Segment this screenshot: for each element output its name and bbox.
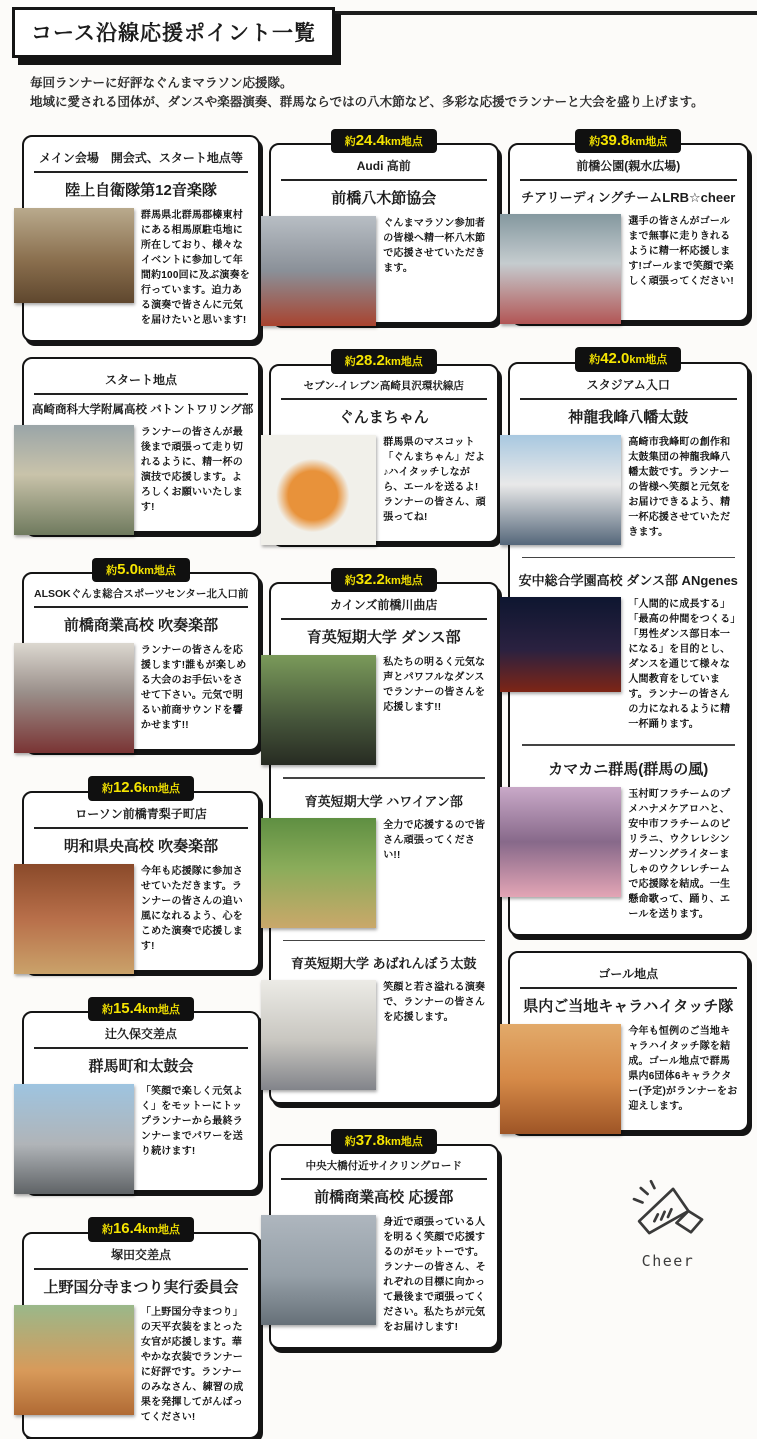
group-photo xyxy=(261,655,376,765)
distance-badge: 約32.2km地点 xyxy=(331,568,437,593)
group-name: 陸上自衛隊第12音楽隊 xyxy=(65,181,217,199)
group-name: 神龍我峰八幡太鼓 xyxy=(568,408,689,426)
group-name: カマカニ群馬(群馬の風) xyxy=(548,760,709,778)
support-point-card xyxy=(22,1207,260,1439)
group-description: 「人間的に成長する」「最高の仲間をつくる」「男性ダンス部日本一になる」を目的とし、ダンスを通じて様々な人間教育をしています。ランナーの皆さんの力になれるように精一杯踊ります。 xyxy=(628,599,736,731)
group-description: 笑顔と若さ溢れる演奏で、ランナーの皆さんを応援します。 xyxy=(383,982,486,1024)
location-name: 中央大橋付近サイクリングロード xyxy=(305,1159,462,1172)
distance-badge: 約12.6km地点 xyxy=(88,776,194,801)
divider xyxy=(281,618,487,620)
cheer-label: Cheer xyxy=(641,1251,695,1270)
support-point-card xyxy=(22,766,260,972)
group-photo xyxy=(500,214,622,324)
column-2 xyxy=(269,119,499,1349)
intro-line-1: 毎回ランナーに好評なぐんまマラソン応援隊。 xyxy=(30,76,293,90)
divider xyxy=(34,171,248,173)
group-photo xyxy=(500,1024,622,1134)
distance-badge: 約5.0km地点 xyxy=(92,558,190,583)
divider xyxy=(34,1268,248,1270)
distance-badge: 約16.4km地点 xyxy=(88,1217,194,1242)
location-name: カインズ前橋川曲店 xyxy=(330,598,438,613)
group-description: ぐんまマラソン参加者の皆様へ精一杯八木節で応援させていただきます。 xyxy=(383,218,486,275)
group-photo xyxy=(500,597,622,692)
group-description: 身近で頑張っている人を明るく笑顔で応援するのがモットーです。ランナーの皆さん、それぞれの目標に向かって最後まで頑張ってください。私たちが元気をお届けします! xyxy=(383,1216,486,1333)
group-name: 高崎商科大学附属高校 バトントワリング部 xyxy=(32,403,254,416)
group-name: ぐんまちゃん xyxy=(338,408,429,426)
group-description: 「上野国分寺まつり」の天平衣装をまとった女官が応援します。華やかな衣装でランナーに好評です。ランナーのみなさん、練習の成果を発揮してがんばってください! xyxy=(140,1306,244,1423)
group-description: 玉村町フラチームのプメハナメケアロハと、安中市フラチームのピリラニ、ウクレレシンガーソングライターましゃのウクレレチームで応援隊を結成。一生懸命歌って、踊り、エールを送ります。 xyxy=(628,788,731,920)
group-name: 前橋商業高校 吹奏楽部 xyxy=(63,617,219,635)
group-name: 明和県央高校 吹奏楽部 xyxy=(63,837,219,855)
location-name: 辻久保交差点 xyxy=(104,1027,177,1042)
support-point-card xyxy=(269,119,499,325)
group-description: 高崎市我峰町の創作和太鼓集団の神龍我峰八幡太鼓です。ランナーの皆様へ笑顔と元気をお届けできるよう、精一杯応援させていただきます。 xyxy=(628,436,731,538)
location-name: ローソン前橋青梨子町店 xyxy=(75,806,207,821)
group-photo xyxy=(14,1305,134,1415)
location-name: メイン会場 開会式、スタート地点等 xyxy=(39,150,243,165)
divider xyxy=(520,179,737,181)
page-title: コース沿線応援ポイント一覧 xyxy=(12,7,335,58)
support-points-grid xyxy=(0,113,757,1439)
group-photo xyxy=(261,980,376,1090)
distance-badge: 約28.2km地点 xyxy=(331,349,437,374)
group-description: 群馬県北群馬郡榛東村にある相馬原駐屯地に所在しており、様々なイベントに参加して年間約100回に及ぶ演奏を行っています。迫力ある演奏で皆さんに元気を届けたいと思います! xyxy=(140,209,250,326)
divider xyxy=(281,1178,487,1180)
location-name: スタート地点 xyxy=(104,372,177,387)
group-description: ランナーの皆さんが最後まで頑張って走り切れるように、精一杯の演技で応援します。よろしくお願いいたします! xyxy=(140,426,243,513)
group-photo xyxy=(14,208,134,303)
intro-text xyxy=(30,74,757,113)
group-description: 選手の皆さんがゴールまで無事に走りきれるように精一杯応援します!ゴールまで笑顔で楽しく頑張ってください! xyxy=(628,216,734,288)
group-description: 全力で応援するので皆さん頑張ってください!! xyxy=(383,819,486,861)
divider xyxy=(34,827,248,829)
intro-line-2: 地域に愛される団体が、ダンスや楽器演奏、群馬ならではの八木節など、多彩な応援でランナーと大会を盛り上げます。 xyxy=(30,95,704,110)
support-point-card xyxy=(22,987,260,1193)
support-point-card xyxy=(269,1119,499,1349)
group-name: 育英短期大学 ハワイアン部 xyxy=(304,793,463,809)
group-description: 群馬県のマスコット「ぐんまちゃん」だよ♪ハイタッチしながら、エールを送るよ!ランナーの皆さん、頑張ってね! xyxy=(383,436,486,523)
group-photo xyxy=(261,818,376,928)
group-description: 私たちの明るく元気な声とパワフルなダンスでランナーの皆さんを応援します!! xyxy=(383,657,486,714)
location-name: 前橋公園(親水広場) xyxy=(576,159,681,174)
divider xyxy=(520,398,737,400)
group-name: 育英短期大学 あばれんぼう太鼓 xyxy=(290,956,477,972)
group-name: 県内ご当地キャラハイタッチ隊 xyxy=(523,997,734,1015)
location-name: ALSOKぐんま総合スポーツセンター北入口前 xyxy=(34,588,249,601)
distance-badge: 約15.4km地点 xyxy=(88,997,194,1022)
group-description: 今年も恒例のご当地キャラハイタッチ隊を結成。ゴール地点で群馬県内6団体6キャラクター(予定)がランナーをお迎えします。 xyxy=(628,1025,738,1112)
location-name: セブン-イレブン高崎貝沢環状線店 xyxy=(303,379,464,392)
divider xyxy=(281,179,487,181)
location-name: ゴール地点 xyxy=(598,966,659,981)
group-photo xyxy=(261,216,376,326)
distance-badge: 約37.8km地点 xyxy=(331,1129,437,1154)
divider xyxy=(522,557,735,559)
group-photo xyxy=(14,1084,134,1194)
group-description: ランナーの皆さんを応援します!誰もが楽しめる大会のお手伝いをさせて下さい。元気で明るい前商サウンドを響かせます!! xyxy=(140,645,247,732)
distance-badge: 約24.4km地点 xyxy=(331,129,437,154)
divider xyxy=(520,987,737,989)
support-point-card xyxy=(508,951,749,1132)
divider xyxy=(522,744,735,746)
column-3 xyxy=(508,119,749,1270)
group-name: 前橋八木節協会 xyxy=(331,190,437,208)
group-photo xyxy=(500,787,622,897)
support-point-card xyxy=(22,135,260,342)
support-point-card xyxy=(22,357,260,533)
support-point-card xyxy=(508,119,749,323)
group-name: 上野国分寺まつり実行委員会 xyxy=(43,1278,239,1296)
megaphone-icon xyxy=(625,1177,711,1245)
column-1 xyxy=(22,119,260,1439)
group-name: 安中総合学園高校 ダンス部 ANgenes xyxy=(518,573,738,589)
group-photo xyxy=(14,864,134,974)
divider xyxy=(283,777,485,779)
support-point-card xyxy=(269,339,499,543)
distance-badge: 約39.8km地点 xyxy=(575,129,681,154)
group-photo xyxy=(14,643,134,753)
divider xyxy=(34,393,248,395)
group-photo xyxy=(500,435,622,545)
group-name: チアリーディングチームLRB☆cheer xyxy=(521,190,736,206)
group-name: 前橋商業高校 応援部 xyxy=(314,1188,454,1206)
divider xyxy=(281,398,487,400)
group-name: 群馬町和太鼓会 xyxy=(88,1058,194,1076)
location-name: 塚田交差点 xyxy=(110,1247,171,1262)
support-point-card xyxy=(269,558,499,1105)
group-photo xyxy=(261,1215,376,1325)
location-name: Audi 高前 xyxy=(356,159,411,174)
divider xyxy=(34,606,248,608)
distance-badge: 約42.0km地点 xyxy=(575,347,681,372)
group-photo mascot-photo xyxy=(261,435,376,545)
support-point-card xyxy=(508,337,749,936)
group-name: 育英短期大学 ダンス部 xyxy=(306,629,461,647)
support-point-card xyxy=(22,548,260,752)
group-description: 「笑顔で楽しく元気よく」をモットーにトップランナーから最終ランナーまでパワーを送り続けます! xyxy=(140,1086,243,1158)
group-photo xyxy=(14,425,134,535)
divider xyxy=(283,940,485,942)
group-description: 今年も応援隊に参加させていただきます。ランナーの皆さんの追い風になれるよう、心をこめた演奏で応援します! xyxy=(140,865,243,952)
cheer-doodle xyxy=(625,1177,711,1270)
location-name: スタジアム入口 xyxy=(586,377,670,392)
divider xyxy=(34,1047,248,1049)
